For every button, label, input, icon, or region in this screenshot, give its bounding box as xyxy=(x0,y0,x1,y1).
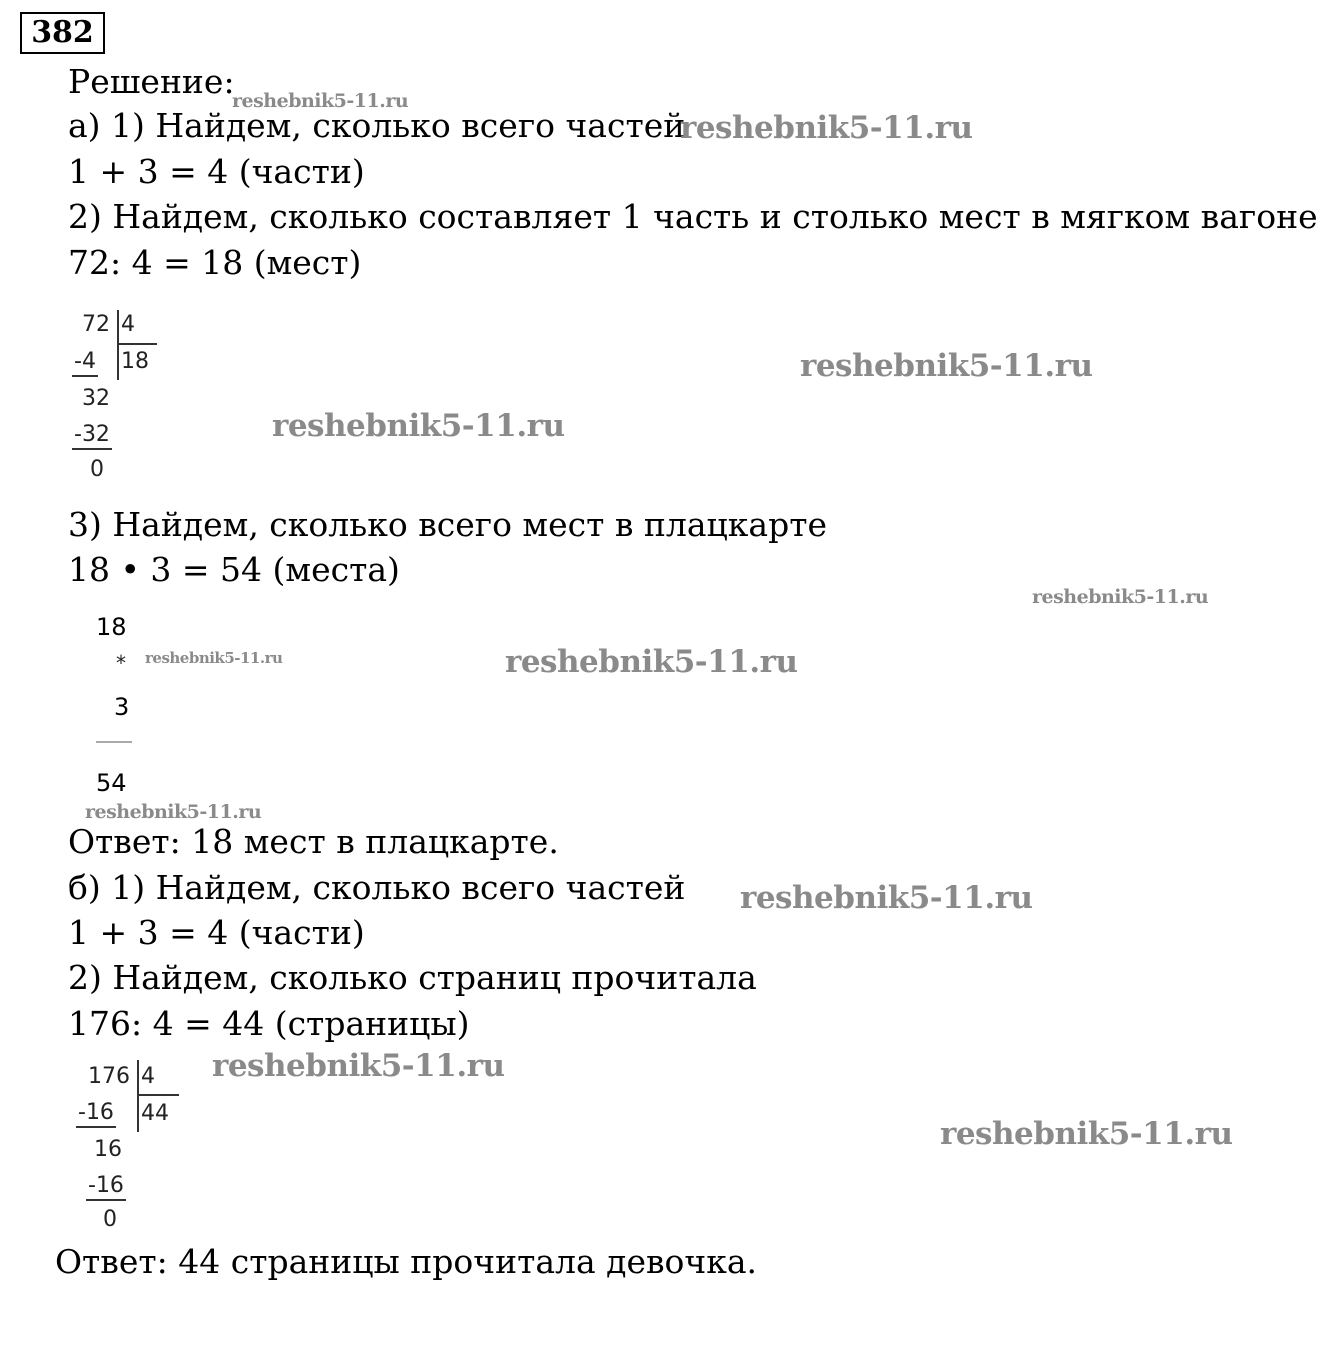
watermark: reshebnik5-11.ru xyxy=(740,880,1033,916)
remainder-1: 16 xyxy=(94,1137,122,1162)
dividend: 72 xyxy=(82,312,110,337)
watermark: reshebnik5-11.ru xyxy=(1032,586,1209,608)
watermark: reshebnik5-11.ru xyxy=(85,801,262,823)
factor-a: 18 xyxy=(96,613,127,641)
subtract-2: -16 xyxy=(86,1173,126,1201)
part-a-eq2: 72: 4 = 18 (мест) xyxy=(68,243,362,282)
quotient: 44 xyxy=(141,1101,169,1126)
part-a-answer: Ответ: 18 мест в плацкарте. xyxy=(68,822,559,861)
part-b-answer: Ответ: 44 страницы прочитала девочка. xyxy=(55,1242,758,1281)
division-horizontal-bar xyxy=(137,1094,179,1096)
watermark: reshebnik5-11.ru xyxy=(940,1116,1233,1152)
subtract-1: -4 xyxy=(72,349,98,377)
part-a-eq3: 18 • 3 = 54 (места) xyxy=(68,550,400,589)
remainder-2: 0 xyxy=(103,1207,117,1232)
multiply-sign: * xyxy=(116,651,126,675)
part-a-eq1: 1 + 3 = 4 (части) xyxy=(68,152,365,191)
quotient: 18 xyxy=(121,349,149,374)
watermark: reshebnik5-11.ru xyxy=(145,649,283,667)
divisor: 4 xyxy=(121,312,135,337)
remainder-2: 0 xyxy=(90,457,104,482)
product: 54 xyxy=(96,769,127,797)
watermark: reshebnik5-11.ru xyxy=(212,1048,505,1084)
multiplication-line xyxy=(96,741,132,743)
subtract-2: -32 xyxy=(72,422,112,450)
watermark: reshebnik5-11.ru xyxy=(505,644,798,680)
remainder-1: 32 xyxy=(82,386,110,411)
part-a-step3: 3) Найдем, сколько всего мест в плацкарте xyxy=(68,505,827,544)
part-b-eq1: 1 + 3 = 4 (части) xyxy=(68,913,365,952)
task-number: 382 xyxy=(20,12,105,54)
watermark: reshebnik5-11.ru xyxy=(232,90,409,112)
division-vertical-bar xyxy=(137,1060,139,1132)
watermark: reshebnik5-11.ru xyxy=(800,348,1093,384)
division-vertical-bar xyxy=(117,310,119,380)
part-b-eq2: 176: 4 = 44 (страницы) xyxy=(68,1004,470,1043)
factor-b: 3 xyxy=(114,693,130,721)
part-b-step1: б) 1) Найдем, сколько всего частей xyxy=(68,868,686,907)
part-a-step2: 2) Найдем, сколько составляет 1 часть и столько мест в мягком вагоне xyxy=(68,197,1318,236)
division-horizontal-bar xyxy=(117,343,157,345)
dividend: 176 xyxy=(88,1064,130,1089)
solution-heading: Решение: xyxy=(68,62,235,101)
part-a-step1: а) 1) Найдем, сколько всего частей xyxy=(68,106,686,145)
part-b-step2: 2) Найдем, сколько страниц прочитала xyxy=(68,958,757,997)
subtract-1: -16 xyxy=(76,1100,116,1128)
divisor: 4 xyxy=(141,1064,155,1089)
watermark: reshebnik5-11.ru xyxy=(272,408,565,444)
watermark: reshebnik5-11.ru xyxy=(680,110,973,146)
